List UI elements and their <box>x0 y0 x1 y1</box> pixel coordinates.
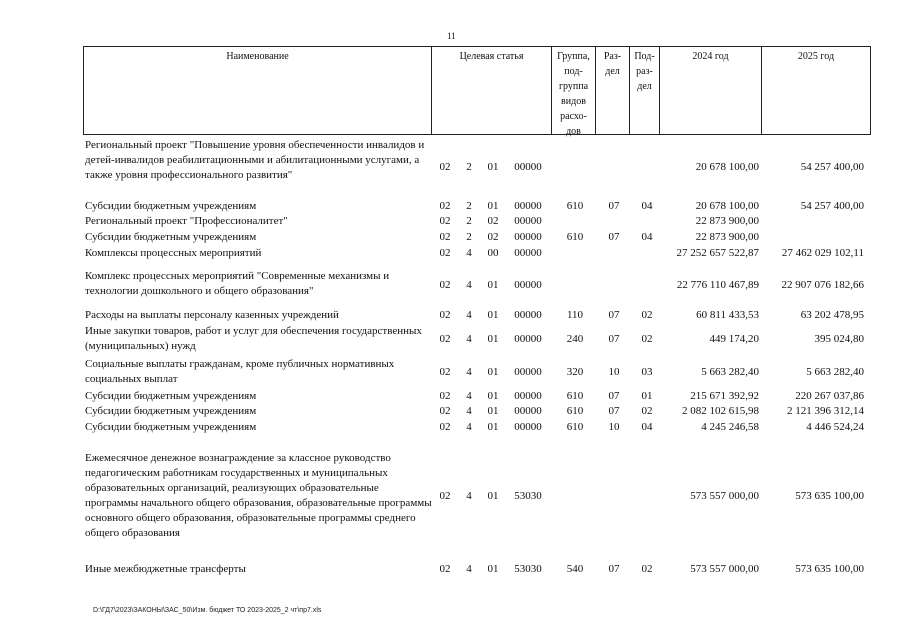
header-subsection-line: Под- <box>634 51 655 62</box>
amount-2025: 220 267 037,86 <box>795 390 864 402</box>
code-subprogram: 4 <box>466 390 472 402</box>
code-program: 02 <box>439 563 451 575</box>
expense-group: 240 <box>566 333 584 345</box>
row-name: Субсидии бюджетным учреждениям <box>85 421 257 433</box>
code-direction: 00000 <box>514 421 542 433</box>
code-program: 02 <box>439 390 451 402</box>
header-name: Наименование <box>84 47 432 134</box>
table-row <box>83 214 871 229</box>
code-direction: 00000 <box>514 390 542 402</box>
amount-2024: 449 174,20 <box>709 333 759 345</box>
code-item: 01 <box>487 309 499 321</box>
expense-group: 610 <box>566 390 584 402</box>
header-group <box>552 47 596 137</box>
amount-2024: 20 678 100,00 <box>695 200 759 212</box>
code-item: 02 <box>487 231 499 243</box>
code-direction: 53030 <box>514 563 542 575</box>
table-row <box>83 420 871 435</box>
header-group-line: группа <box>558 81 589 92</box>
table-row <box>83 389 871 404</box>
table-row <box>83 246 871 261</box>
header-section-line: Раз- <box>603 51 622 62</box>
code-item: 02 <box>487 215 499 227</box>
code-program: 02 <box>439 247 451 259</box>
table-row <box>83 562 871 577</box>
amount-2025: 54 257 400,00 <box>800 200 864 212</box>
code-item: 01 <box>487 366 499 378</box>
amount-2025: 395 024,80 <box>814 333 864 345</box>
code-subprogram: 4 <box>466 309 472 321</box>
header-group-line: видов <box>561 96 586 107</box>
code-program: 02 <box>439 161 451 173</box>
code-program: 02 <box>439 231 451 243</box>
code-direction: 00000 <box>514 405 542 417</box>
header-subsection <box>630 47 660 134</box>
code-subprogram: 4 <box>466 421 472 433</box>
code-item: 00 <box>487 247 499 259</box>
expense-group: 610 <box>566 405 584 417</box>
code-program: 02 <box>439 490 451 502</box>
code-subprogram: 4 <box>466 333 472 345</box>
code-direction: 00000 <box>514 366 542 378</box>
amount-2024: 22 873 900,00 <box>695 231 759 243</box>
subsection: 02 <box>641 405 653 417</box>
code-direction: 00000 <box>514 309 542 321</box>
section: 07 <box>608 405 620 417</box>
code-subprogram: 4 <box>466 366 472 378</box>
code-subprogram: 2 <box>466 215 472 227</box>
table-row <box>83 308 871 323</box>
code-subprogram: 4 <box>466 405 472 417</box>
code-subprogram: 2 <box>466 200 472 212</box>
section: 07 <box>608 563 620 575</box>
expense-group: 110 <box>566 309 584 321</box>
code-program: 02 <box>439 215 451 227</box>
section: 07 <box>608 231 620 243</box>
section: 07 <box>608 309 620 321</box>
code-program: 02 <box>439 405 451 417</box>
amount-2025: 63 202 478,95 <box>800 309 864 321</box>
table-row <box>83 324 871 354</box>
amount-2025: 4 446 524,24 <box>806 421 864 433</box>
code-subprogram: 4 <box>466 490 472 502</box>
subsection: 03 <box>641 366 653 378</box>
amount-2024: 215 671 392,92 <box>690 390 759 402</box>
amount-2024: 22 776 110 467,89 <box>676 279 759 291</box>
row-name: Комплекс процессных мероприятий "Современные механизмы и технологии дошкольного и общего образования" <box>85 270 390 297</box>
table-row <box>83 230 871 245</box>
code-direction: 00000 <box>514 200 542 212</box>
file-path-footer: D:\ГД7\2023\ЗАКОНЫ\ЗАС_50\Изм. бюджет ТО 2023-2025_2 чт\пр7.xls <box>93 607 322 614</box>
code-direction: 00000 <box>514 231 542 243</box>
amount-2024: 20 678 100,00 <box>695 161 759 173</box>
subsection: 01 <box>641 390 653 402</box>
code-subprogram: 4 <box>466 279 472 291</box>
amount-2025: 5 663 282,40 <box>806 366 864 378</box>
header-section <box>596 47 630 134</box>
row-name: Иные закупки товаров, работ и услуг для обеспечения государственных (муниципальных) нужд <box>85 325 422 352</box>
code-item: 01 <box>487 390 499 402</box>
table-row <box>83 357 871 387</box>
code-program: 02 <box>439 309 451 321</box>
header-group-line: Группа, <box>557 51 590 62</box>
subsection: 04 <box>641 200 653 212</box>
row-name: Ежемесячное денежное вознаграждение за классное руководство педагогическим работникам государственных и муниципальных образовательных организаций, реализующих образовательные программы начального общего образования, образовательные программы основного общего образования, образовательные программы среднего общего образования <box>85 452 432 539</box>
code-program: 02 <box>439 279 451 291</box>
code-program: 02 <box>439 200 451 212</box>
code-subprogram: 4 <box>466 563 472 575</box>
header-group-line: под- <box>564 66 583 77</box>
section: 07 <box>608 390 620 402</box>
header-target: Целевая статья <box>432 47 552 134</box>
table-row <box>83 269 871 299</box>
table-row <box>83 451 871 543</box>
code-item: 01 <box>487 333 499 345</box>
code-item: 01 <box>487 421 499 433</box>
code-direction: 00000 <box>514 247 542 259</box>
code-program: 02 <box>439 421 451 433</box>
header-group-line: дов <box>566 126 581 137</box>
subsection: 02 <box>641 563 653 575</box>
row-name: Региональный проект "Профессионалитет" <box>85 215 288 227</box>
code-item: 01 <box>487 161 499 173</box>
row-name: Комплексы процессных мероприятий <box>85 247 262 259</box>
row-name: Расходы на выплаты персоналу казенных учреждений <box>85 309 339 321</box>
page-number: 11 <box>447 31 456 41</box>
section: 07 <box>608 333 620 345</box>
code-program: 02 <box>439 333 451 345</box>
code-subprogram: 2 <box>466 161 472 173</box>
amount-2024: 2 082 102 615,98 <box>682 405 759 417</box>
row-name: Субсидии бюджетным учреждениям <box>85 200 257 212</box>
amount-2024: 5 663 282,40 <box>701 366 759 378</box>
code-program: 02 <box>439 366 451 378</box>
header-group-line: расхо- <box>560 111 587 122</box>
amount-2024: 27 252 657 522,87 <box>676 247 759 259</box>
section: 07 <box>608 200 620 212</box>
expense-group: 610 <box>566 421 584 433</box>
amount-2025: 2 121 396 312,14 <box>787 405 864 417</box>
code-direction: 00000 <box>514 333 542 345</box>
subsection: 04 <box>641 231 653 243</box>
expense-group: 610 <box>566 200 584 212</box>
code-item: 01 <box>487 405 499 417</box>
amount-2024: 573 557 000,00 <box>690 490 759 502</box>
subsection: 04 <box>641 421 653 433</box>
amount-2025: 22 907 076 182,66 <box>781 279 864 291</box>
section: 10 <box>608 421 620 433</box>
subsection: 02 <box>641 333 653 345</box>
amount-2025: 573 635 100,00 <box>795 563 864 575</box>
amount-2024: 22 873 900,00 <box>695 215 759 227</box>
row-name: Субсидии бюджетным учреждениям <box>85 390 257 402</box>
code-direction: 00000 <box>514 279 542 291</box>
row-name: Региональный проект "Повышение уровня обеспеченности инвалидов и детей-инвалидов реабилитационными и абилитационными услугами, а также уровня профессионального развития" <box>85 139 425 181</box>
code-item: 01 <box>487 279 499 291</box>
code-direction: 00000 <box>514 161 542 173</box>
amount-2025: 573 635 100,00 <box>795 490 864 502</box>
code-item: 01 <box>487 200 499 212</box>
header-subsection-line: раз- <box>636 66 653 77</box>
code-direction: 53030 <box>514 490 542 502</box>
code-direction: 00000 <box>514 215 542 227</box>
row-name: Субсидии бюджетным учреждениям <box>85 231 257 243</box>
row-name: Иные межбюджетные трансферты <box>85 563 246 575</box>
header-year-2025: 2025 год <box>797 51 835 62</box>
amount-2025: 27 462 029 102,11 <box>781 247 864 259</box>
code-subprogram: 4 <box>466 247 472 259</box>
table-header <box>83 46 871 135</box>
table-row <box>83 199 871 214</box>
header-year-2024: 2024 год <box>660 47 762 134</box>
amount-2024: 4 245 246,58 <box>701 421 759 433</box>
row-name: Субсидии бюджетным учреждениям <box>85 405 257 417</box>
code-item: 01 <box>487 563 499 575</box>
row-name: Социальные выплаты гражданам, кроме публичных нормативных социальных выплат <box>85 358 395 385</box>
expense-group: 540 <box>566 563 584 575</box>
table-row <box>83 404 871 419</box>
header-subsection-line: дел <box>637 81 652 92</box>
header-section-line: дел <box>605 66 620 77</box>
expense-group: 320 <box>566 366 584 378</box>
amount-2024: 573 557 000,00 <box>690 563 759 575</box>
amount-2025: 54 257 400,00 <box>800 161 864 173</box>
subsection: 02 <box>641 309 653 321</box>
table-row <box>83 138 871 198</box>
code-item: 01 <box>487 490 499 502</box>
section: 10 <box>608 366 620 378</box>
expense-group: 610 <box>566 231 584 243</box>
code-subprogram: 2 <box>466 231 472 243</box>
amount-2024: 60 811 433,53 <box>696 309 759 321</box>
